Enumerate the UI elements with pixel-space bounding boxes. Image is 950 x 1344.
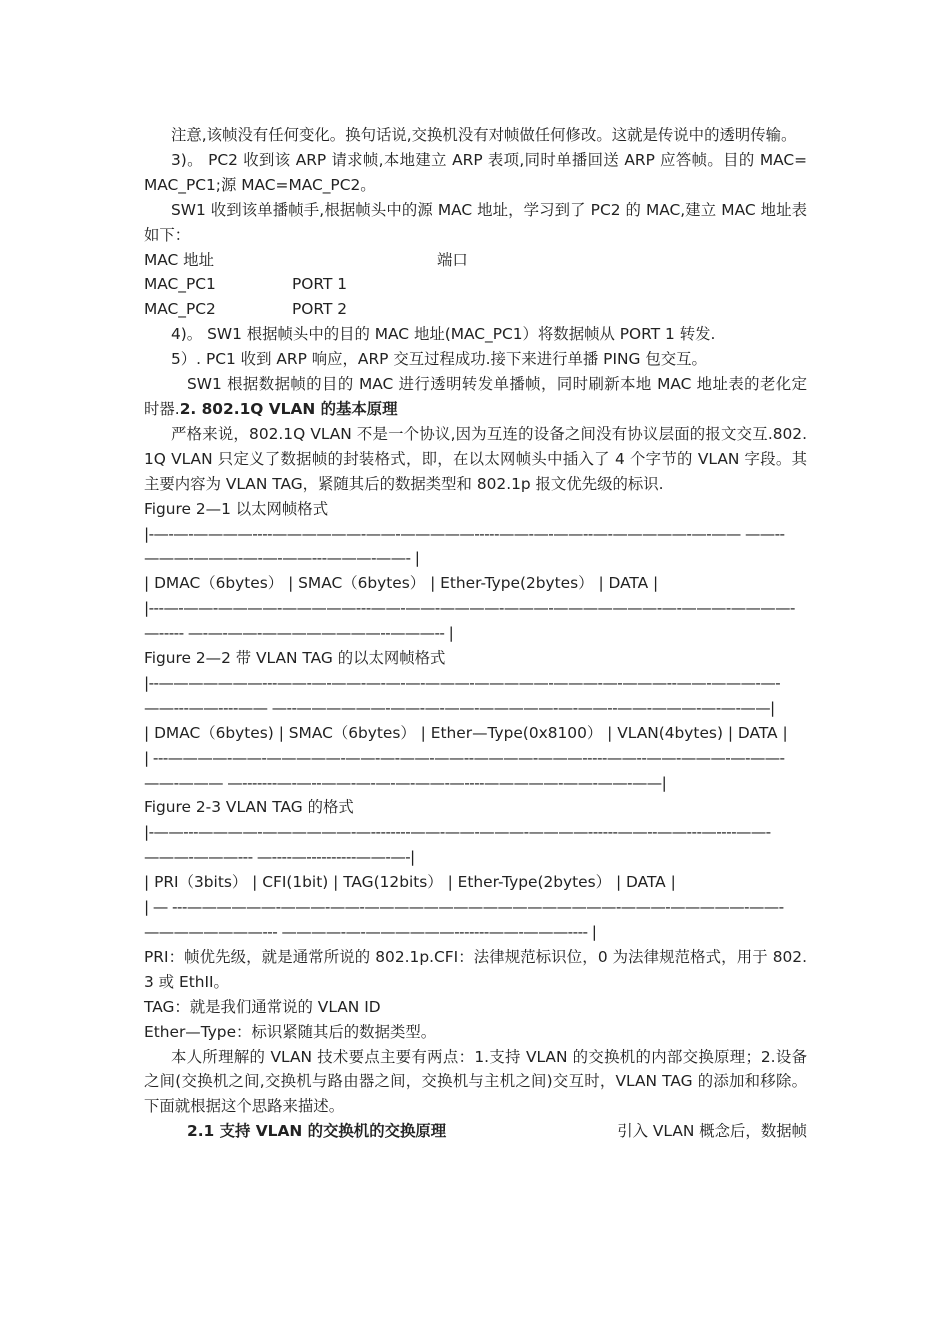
section-heading-line bbox=[144, 1119, 807, 1144]
figure-fields: | DMAC（6bytes） | SMAC（6bytes） | Ether-Type(2bytes） | DATA | bbox=[144, 574, 659, 593]
figure-border-line: |---—-——-————-—————---——-——-————-———-———————-—-———-————-—----- —-—-——-————————--———-- | bbox=[144, 599, 795, 643]
mac-table-cell-port: PORT 1 bbox=[292, 275, 348, 294]
paragraph-step5: 5）. PC1 收到 ARP 响应，ARP 交互过程成功.接下来进行单播 PING 包交互。 bbox=[171, 350, 707, 369]
paragraph-802-1q-intro: 严格来说，802.1Q VLAN 不是一个协议,因为互连的设备之间没有协议层面的报文交互.802.1Q VLAN 只定义了数据帧的封装格式，即，在以太网帧头中插入了 4 个字节的 VLAN 字段。其主要内容为 VLAN TAG，紧随其后的数据类型和 802.1p 报文优先级的标识. bbox=[144, 424, 807, 493]
figure-border-line: | — ---——————-———-——-—————————————————-———-—————-——-————————--- ————-—-——————-------——-———---- | bbox=[144, 898, 784, 941]
paragraph-step4: 4)。 SW1 根据帧头中的目的 MAC 地址(MAC_PC1）将数据帧从 PORT 1 转发. bbox=[171, 325, 716, 344]
section-heading-2-1: 2.1 支持 VLAN 的交换机的交换原理 bbox=[187, 1122, 447, 1141]
paragraph-transparent-transfer: 注意,该帧没有任何变化。换句话说,交换机没有对帧做任何修改。这就是传说中的透明传输。 bbox=[171, 126, 797, 144]
paragraph-tag: TAG：就是我们通常说的 VLAN ID bbox=[144, 997, 381, 1016]
figure-caption: Figure 2-3 VLAN TAG 的格式 bbox=[144, 798, 354, 817]
paragraph-sw1-learn: SW1 收到该单播帧手,根据帧头中的源 MAC 地址，学习到了 PC2 的 MAC,建立 MAC 地址表如下： bbox=[144, 200, 807, 244]
figure-fields: | DMAC（6bytes) | SMAC（6bytes） | Ether—Type(0x8100） | VLAN(4bytes) | DATA | bbox=[144, 723, 788, 742]
figure-border-line: | ---————-——-—————-——-—-——-——--————-———-----——--——-———-—-——-——-——— —-------—-—--——-—-—-—-——-—----—————-——-——-——| bbox=[144, 748, 785, 792]
paragraph-ether-type: Ether—Type：标识紧随其后的数据类型。 bbox=[144, 1022, 437, 1041]
mac-table-header-mac: MAC 地址 bbox=[144, 250, 214, 269]
mac-table-cell-mac: MAC_PC1 bbox=[144, 275, 216, 294]
figure-border-line: |-——---————-——————-—--------——-——-———-————------——--——---—----——-———-———--- —----—----------——-—-| bbox=[144, 823, 771, 867]
mac-table-row bbox=[144, 272, 807, 297]
figure-fields: | PRI（3bits） | CFI(1bit) | TAG(12bits） | Ether-Type(2bytes） | DATA | bbox=[144, 873, 676, 892]
figure-border-line: |-—-—-————----——————-——-—————-----——-—-——--—-—————-—-—— ——--———-———-—-—-——---———-——- | bbox=[144, 524, 785, 568]
section-heading-tail-text: 引入 VLAN 概念后，数据帧 bbox=[617, 1122, 807, 1141]
paragraph-pri-cfi: PRI：帧优先级，就是通常所说的 802.1p.CFI：法律规范标识位，0 为法律规范格式，用于 802.3 或 EthII。 bbox=[144, 947, 807, 991]
mac-table-header bbox=[144, 248, 807, 273]
section-heading-802-1q: 2. 802.1Q VLAN 的基本原理 bbox=[179, 399, 398, 418]
paragraph-sw1-forward-text: SW1 根据数据帧的目的 MAC 进行透明转发单播帧，同时刷新本地 MAC 地址表的老化定时器. bbox=[144, 375, 807, 418]
mac-table-row bbox=[144, 297, 807, 322]
paragraph-step3: 3)。 PC2 收到该 ARP 请求帧,本地建立 ARP 表项,同时单播回送 ARP 应答帧。目的 MAC=MAC_PC1;源 MAC=MAC_PC2。 bbox=[144, 150, 807, 194]
mac-table-cell-port: PORT 2 bbox=[292, 300, 348, 319]
figure-caption: Figure 2—2 带 VLAN TAG 的以太网帧格式 bbox=[144, 649, 446, 668]
mac-table-cell-mac: MAC_PC2 bbox=[144, 300, 216, 319]
paragraph-summary: 本人所理解的 VLAN 技术要点主要有两点：1.支持 VLAN 的交换机的内部交换原理；2.设备之间(交换机之间,交换机与路由器之间，交换机与主机之间)交互时，VLAN TAG 的添加和移除。下面就根据这个思路来描述。 bbox=[144, 1047, 807, 1116]
document-page bbox=[144, 123, 807, 1144]
paragraph-sw1-forward bbox=[144, 372, 807, 422]
mac-table-header-port: 端口 bbox=[437, 250, 468, 269]
figure-border-line: |--———————---——-—-——-—-—-—-———-—————-———-—-———--——-———-—-——---——----—— —--——————-——-—-——-—————-—-——--——-———-—-—-——| bbox=[144, 673, 781, 717]
figure-caption: Figure 2—1 以太网帧格式 bbox=[144, 499, 329, 518]
